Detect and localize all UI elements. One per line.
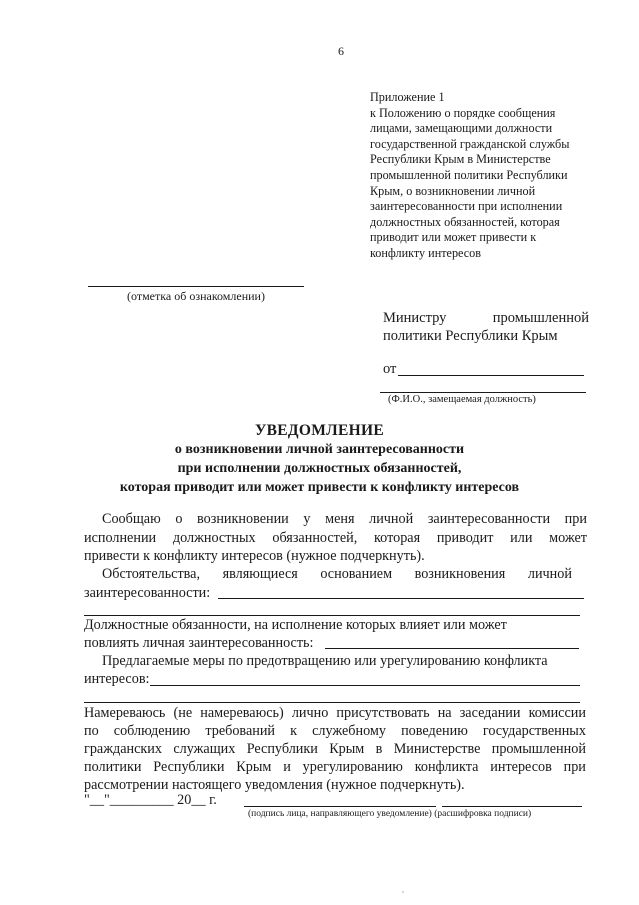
word: к <box>290 723 298 739</box>
word: по <box>84 723 99 739</box>
circumstances-field-line-2 <box>84 615 580 616</box>
appendix-line: Приложение 1 <box>370 90 445 104</box>
word: лично <box>291 705 329 721</box>
word: или <box>510 530 533 546</box>
word: промышленной <box>491 741 586 757</box>
word: Министерстве <box>393 741 481 757</box>
word: служащих <box>173 741 236 757</box>
p5-line-5: рассмотрении настоящего уведомления (нужное подчеркнуть). <box>84 777 465 793</box>
word: конфликта <box>414 759 479 775</box>
appendix-line: приводит или может привести к <box>370 230 537 245</box>
word: служебному <box>312 723 386 739</box>
signature-decode-line <box>442 806 582 807</box>
word: и <box>283 759 291 775</box>
appendix-line: должностных обязанностей, которая <box>370 214 560 229</box>
p5-line-4 <box>84 759 586 776</box>
document-subtitle-2: при исполнении должностных обязанностей, <box>177 461 462 476</box>
word: намереваюсь) <box>200 705 284 721</box>
word: Крым <box>329 741 365 757</box>
addressee-industrial: промышленной <box>492 310 589 326</box>
word: которая <box>374 530 421 546</box>
p5-line-1 <box>84 705 586 722</box>
p3-line-2: повлиять личная заинтересованность: <box>84 635 314 651</box>
appendix-line: государственной гражданской службы <box>370 136 570 151</box>
word: Намереваюсь <box>84 705 166 721</box>
word: на <box>437 705 452 721</box>
word: обязанностей, <box>272 530 358 546</box>
from-label: от <box>383 361 397 377</box>
word: приводит <box>436 530 494 546</box>
appendix-line: промышленной политики Республики <box>370 167 568 182</box>
p2-line-1 <box>102 566 572 583</box>
appendix-line: Крым, о возникновении личной <box>370 183 536 198</box>
word: Республики <box>246 741 318 757</box>
measures-field-line <box>150 685 580 686</box>
addressee-minister: Министру <box>383 310 447 326</box>
date-field: "__"_________ 20__ г. <box>84 792 217 808</box>
word: интересов <box>490 759 552 775</box>
document-subtitle-3: которая приводит или может привести к конфликту интересов <box>119 480 520 495</box>
word: комиссии <box>528 705 586 721</box>
appendix-block <box>370 90 569 262</box>
p5-line-2 <box>84 723 586 740</box>
word: в <box>375 741 383 757</box>
appendix-line: к Положению о порядке сообщения <box>370 105 556 120</box>
word: Республики <box>153 759 225 775</box>
word: личной <box>527 566 572 582</box>
scan-mark: , <box>402 885 404 894</box>
addressee-line-2: политики Республики Крым <box>383 328 558 344</box>
word: являющиеся <box>222 566 298 582</box>
word: (не <box>173 705 193 721</box>
p4-line-1: Предлагаемые меры по предотвращению или урегулированию конфликта <box>102 653 548 669</box>
duties-field-line <box>325 648 579 649</box>
p2-line-2: заинтересованности: <box>84 585 211 601</box>
word: основанием <box>320 566 393 582</box>
appendix-line: лицами, замещающими должности <box>370 121 553 136</box>
word: политики <box>84 759 142 775</box>
fio-input-line <box>380 392 586 393</box>
page-number: 6 <box>338 44 344 58</box>
word: возникновения <box>414 566 506 582</box>
measures-field-line-2 <box>84 702 580 703</box>
word: Крым <box>236 759 272 775</box>
word: соблюдению <box>113 723 191 739</box>
word: государственных <box>482 723 586 739</box>
word: личной <box>369 511 414 527</box>
appendix-line: Республики Крым в Министерстве <box>370 152 551 167</box>
word: присутствовать <box>336 705 430 721</box>
word: о <box>175 511 183 527</box>
word: при <box>564 511 587 527</box>
word: может <box>549 530 587 546</box>
document-subtitle-1: о возникновении личной заинтересованности <box>174 442 465 457</box>
from-input-line <box>398 375 584 376</box>
document-title: УВЕДОМЛЕНИЕ <box>254 422 385 439</box>
word: заинтересованности <box>427 511 551 527</box>
appendix-line: конфликту интересов <box>370 245 482 260</box>
p4-line-2: интересов: <box>84 671 150 687</box>
word: у <box>303 511 311 527</box>
word: исполнении <box>84 530 157 546</box>
word: требований <box>205 723 276 739</box>
word: при <box>563 759 586 775</box>
word: должностных <box>172 530 256 546</box>
word: поведению <box>401 723 468 739</box>
acknowledgement-caption: (отметка об ознакомлении) <box>127 289 265 303</box>
word: гражданских <box>84 741 162 757</box>
word: меня <box>325 511 355 527</box>
p1-line-3: привести к конфликту интересов (нужное подчеркнуть). <box>84 548 425 564</box>
fio-caption: (Ф.И.О., замещаемая должность) <box>388 394 536 405</box>
circumstances-field-line <box>218 598 584 599</box>
acknowledgement-line <box>88 286 304 287</box>
signature-line <box>244 806 436 807</box>
word: урегулированию <box>302 759 403 775</box>
word: возникновении <box>197 511 289 527</box>
p1-line-1 <box>102 511 587 528</box>
p3-line-1: Должностные обязанности, на исполнение которых влияет или может <box>84 617 507 633</box>
word: заседании <box>459 705 521 721</box>
word: Сообщаю <box>102 511 161 527</box>
appendix-line: заинтересованности при исполнении <box>370 199 563 214</box>
p5-line-3 <box>84 741 586 758</box>
word: Обстоятельства, <box>102 566 201 582</box>
addressee-line-1 <box>383 310 589 327</box>
signature-caption: (подпись лица, направляющего уведомление) (расшифровка подписи) <box>248 809 532 819</box>
p1-line-2 <box>84 530 587 547</box>
